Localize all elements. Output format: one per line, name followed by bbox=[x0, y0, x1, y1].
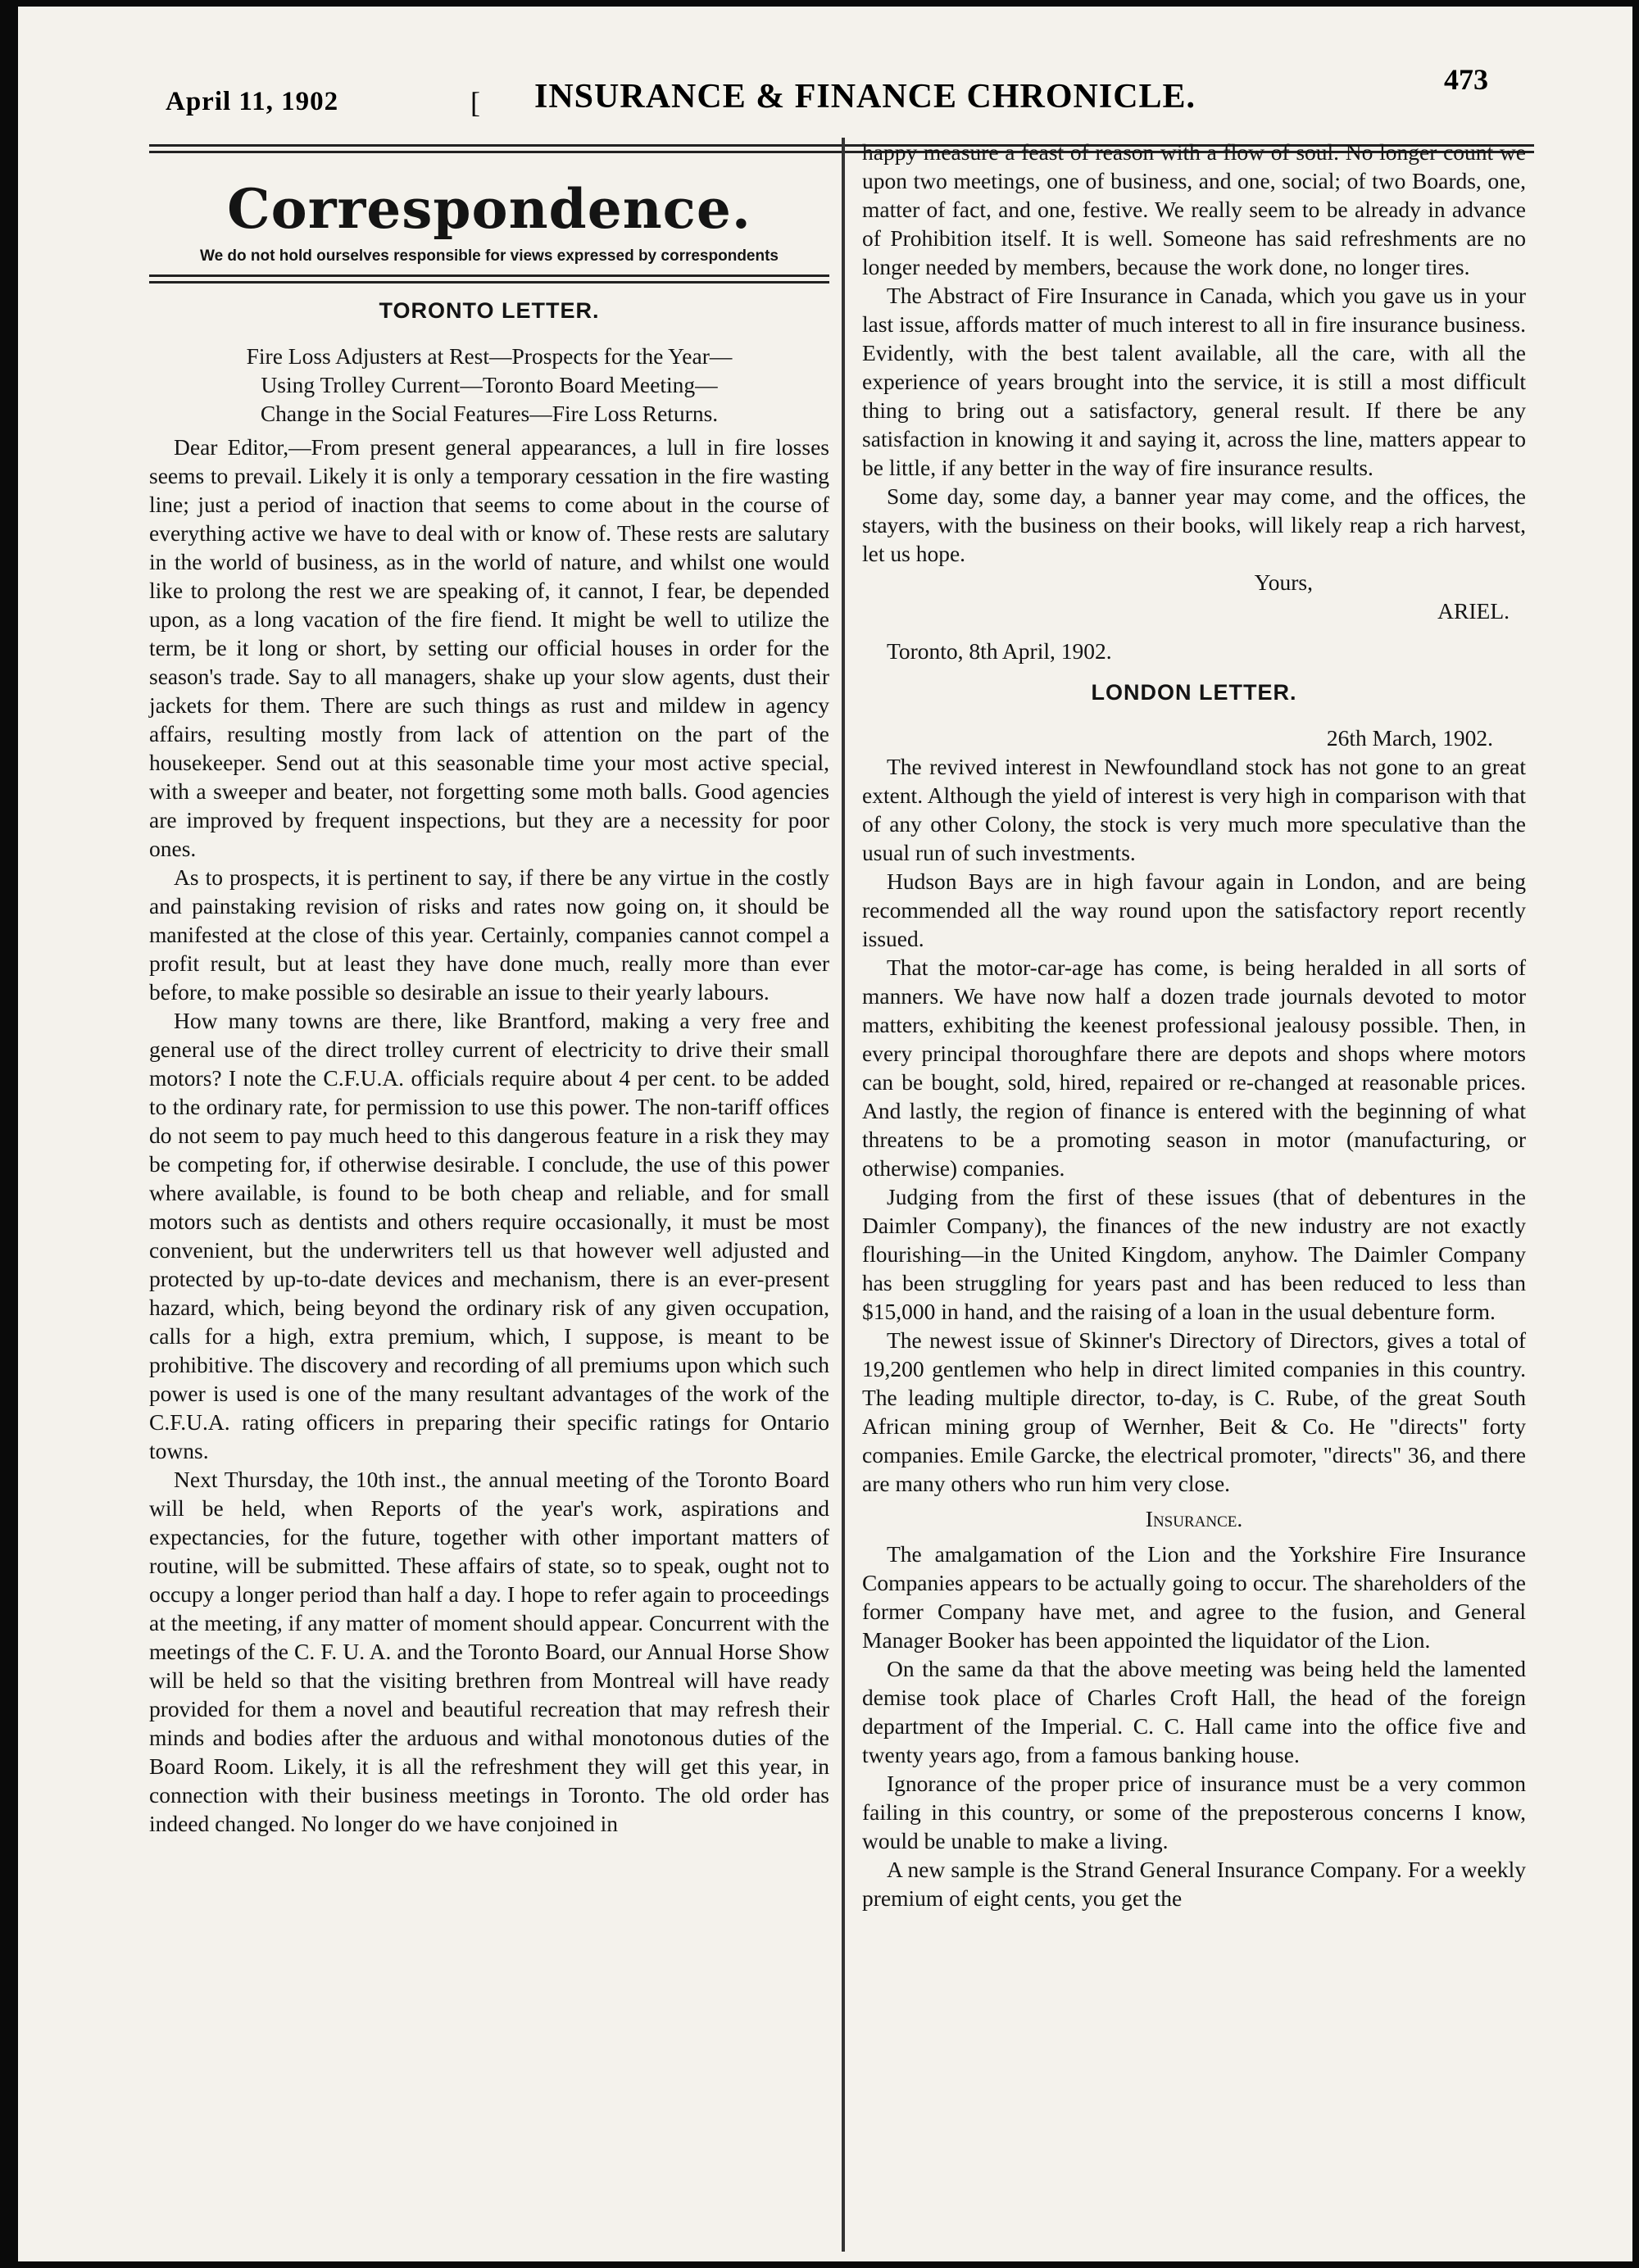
london-letter-title: LONDON LETTER. bbox=[1091, 680, 1297, 705]
letter-place-date: Toronto, 8th April, 1902. bbox=[887, 638, 1112, 664]
header-bracket: [ bbox=[470, 86, 480, 119]
insurance-heading: Insurance. bbox=[1145, 1506, 1243, 1531]
london-paragraph: The newest issue of Skinner's Directory of Directors, gives a total of 19,200 gentlemen who help in direct limited companies in this country. The leading multiple director, to-day, is C. Rube, of the great South African mining group of Wernher, Beit & Co. He "directs" forty companies. Emile Garcke, the electrical promoter, "directs" 36, and there are many others who run him very close. bbox=[862, 1327, 1526, 1496]
section-disclaimer: We do not hold ourselves responsible for views expressed by correspondents bbox=[199, 247, 779, 265]
toronto-paragraph: Dear Editor,—From present general appearances, a lull in fire losses seems to prevail. Likely it is only a temporary cessation in the fire wasting line; just a period of inaction that seems to come about in the course of everything active we have to deal with or know of. These rests are salutary in the world of business, as in the world of nature, and whilst one would like to prolong the rest we are speaking of, it cannot, I fear, be depended upon, as a long vacation of the fire fiend. It might be well to utilize the term, be it long or short, by setting our official houses in order for the season's trade. Say to all managers, shake up your slow agents, dust their jackets for them. There are such things as rust and mildew in agency affairs, resulting mostly from lack of attention on the part of the housekeeper. Send out at this seasonable time your most active special, with a sweeper and beater, not forgetting some moth balls. Good agencies are improved by frequent inspections, but they are a necessity for poor ones. bbox=[149, 434, 829, 861]
letter-closing: Yours, bbox=[1254, 569, 1313, 595]
section-rule bbox=[149, 274, 829, 284]
toronto-continued-paragraph: The Abstract of Fire Insurance in Canada, which you gave us in your last issue, affords matter of much interest to all in fire insurance business. Evidently, with the best talent available, all the care, with all the experience of years brought into the service, it is still a most difficult thing to bring out a satisfactory, general result. If there be any satisfaction in knowing it and saying it, across the line, matters appear to be little, if any better in the way of fire insurance results. bbox=[862, 283, 1526, 480]
toronto-letter-title: TORONTO LETTER. bbox=[379, 298, 600, 323]
london-paragraph: Hudson Bays are in high favour again in London, and are being recommended all the way round upon the satisfactory report recently issued. bbox=[862, 869, 1526, 951]
subtitle-line: Change in the Social Features—Fire Loss Returns. bbox=[260, 401, 719, 426]
newspaper-page bbox=[18, 7, 1632, 2261]
column-divider bbox=[842, 138, 845, 2252]
toronto-letter-subtitle bbox=[149, 342, 829, 428]
issue-date: April 11, 1902 bbox=[166, 87, 339, 116]
london-letter-date: 26th March, 1902. bbox=[1326, 725, 1493, 751]
insurance-paragraph: The amalgamation of the Lion and the Yorkshire Fire Insurance Companies appears to be actually going to occur. The shareholders of the former Company have met, and agree to the fusion, and General Manager Booker has been appointed the liquidator of the Lion. bbox=[862, 1541, 1526, 1653]
subtitle-line: Using Trolley Current—Toronto Board Meeting— bbox=[261, 372, 718, 397]
left-column bbox=[149, 156, 829, 1838]
subtitle-line: Fire Loss Adjusters at Rest—Prospects for the Year— bbox=[246, 343, 733, 369]
section-title: Correspondence. bbox=[227, 177, 751, 241]
insurance-paragraph: A new sample is the Strand General Insurance Company. For a weekly premium of eight cents, you get the bbox=[862, 1857, 1526, 1911]
insurance-paragraph: On the same da that the above meeting was being held the lamented demise took place of Charles Croft Hall, the head of the foreign department of the Imperial. C. C. Hall came into the office five and twenty years ago, from a famous banking house. bbox=[862, 1656, 1526, 1767]
page-number: 473 bbox=[1444, 63, 1488, 96]
toronto-paragraph: How many towns are there, like Brantford, making a very free and general use of the direct trolley current of electricity to drive their small motors? I note the C.F.U.A. officials require about 4 per cent. to be added to the ordinary rate, for permission to use this power. The non-tariff offices do not seem to pay much heed to this dangerous feature in a risk they may be competing for, if otherwise desirable. I conclude, the use of this power where available, is found to be both cheap and reliable, and for small motors such as dentists and others require occasionally, it must be most convenient, but the underwriters tell us that however well adjusted and protected by up-to-date devices and mechanism, there is an ever-present hazard, which, being beyond the ordinary risk of any given occupation, calls for a high, extra premium, which, I suppose, is meant to be prohibitive. The discovery and recording of all premiums upon which such power is used is one of the many resultant advantages of the work of the C.F.U.A. rating officers in preparing their specific ratings for Ontario towns. bbox=[149, 1008, 829, 1463]
toronto-paragraph: Next Thursday, the 10th inst., the annual meeting of the Toronto Board will be held, when Reports of the year's work, aspirations and expectancies, for the future, together with other important matters of routine, will be submitted. These affairs of state, so to speak, ought not to occupy a longer period than half a day. I hope to refer again to proceedings at the meeting, if any matter of moment should appear. Concurrent with the meetings of the C. F. U. A. and the Toronto Board, our Annual Horse Show will be held so that the visiting brethren from Montreal will have ready provided for them a novel and beautiful recreation that may refresh their minds and bodies after the arduous and withal monotonous duties of the Board Room. Likely, it is all the refreshment they will get this year, in connection with their business meetings in Toronto. The old order has indeed changed. No longer do we have conjoined in bbox=[149, 1467, 829, 1836]
page-header bbox=[18, 54, 1632, 119]
toronto-continued-paragraph: Some day, some day, a banner year may come, and the offices, the stayers, with the business on their books, will likely reap a rich harvest, let us hope. bbox=[862, 483, 1526, 566]
toronto-continued-paragraph: happy measure a feast of reason with a flow of soul. No longer count we upon two meetings, one of business, and one, social; of two Boards, one, matter of fact, and one, festive. We really seem to be already in advance of Prohibition itself. It is well. Someone has said refreshments are no longer needed by members, because the work done, no longer tires. bbox=[862, 139, 1526, 279]
right-column bbox=[862, 138, 1526, 1912]
letter-signature: ARIEL. bbox=[1437, 598, 1510, 624]
journal-title: INSURANCE & FINANCE CHRONICLE. bbox=[534, 78, 1196, 116]
london-paragraph: Judging from the first of these issues (that of debentures in the Daimler Company), the finances of the new industry are not exactly flourishing—in the United Kingdom, anyhow. The Daimler Company has been struggling for years past and has been reduced to less than $15,000 in hand, and the raising of a loan in the usual debenture form. bbox=[862, 1184, 1526, 1324]
london-paragraph: The revived interest in Newfoundland stock has not gone to an great extent. Although the yield of interest is very high in comparison with that of any other Colony, the stock is very much more speculative than the usual run of such investments. bbox=[862, 754, 1526, 865]
insurance-paragraph: Ignorance of the proper price of insurance must be a very common failing in this country, or some of the preposterous concerns I know, would be unable to make a living. bbox=[862, 1771, 1526, 1853]
london-paragraph: That the motor-car-age has come, is being heralded in all sorts of manners. We have now half a dozen trade journals devoted to motor matters, exhibiting the keenest professional jealousy possible. Then, in every principal thoroughfare there are depots and shops where motors can be bought, sold, hired, repaired or re-changed at reasonable prices. And lastly, the region of finance is entered with the beginning of what threatens to be a promoting season in motor (manufacturing, or otherwise) companies. bbox=[862, 955, 1526, 1181]
toronto-paragraph: As to prospects, it is pertinent to say, if there be any virtue in the costly and painstaking revision of risks and rates now going on, it should be manifested at the close of this year. Certainly, companies cannot compel a profit result, but at least they have done much, really more than ever before, to make possible so desirable an issue to their yearly labours. bbox=[149, 864, 829, 1005]
